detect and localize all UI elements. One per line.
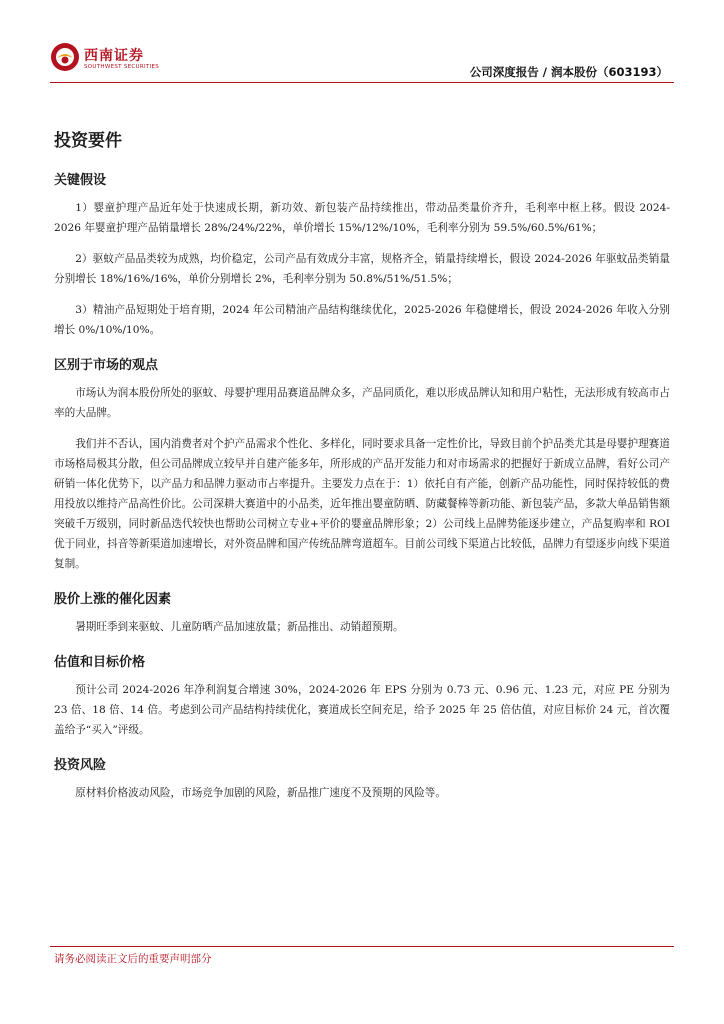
company-logo [50,42,160,78]
section-heading: 估值和目标价格 [54,655,146,670]
paragraph: 原材料价格波动风险，市场竞争加剧的风险，新品推广速度不及预期的风险等。 [75,787,446,799]
paragraph: 2）驱蚊产品品类较为成熟，均价稳定，公司产品有效成分丰富，规格齐全，销量持续增长，假设 2024-2026 年驱蚊品类销量分别增长 18%/16%/16%，单价分别增长 2%，毛利率分别为 50.8%/51%/51.5%； [54,253,670,285]
logo-chinese-name: 西南证券 [84,48,144,64]
section-valuation [54,651,670,740]
header-divider [50,82,674,83]
section-heading: 股价上涨的催化因素 [54,592,172,607]
footer-disclaimer: 请务必阅读正文后的重要声明部分 [54,953,212,965]
footer-divider [50,946,674,947]
section-risks [54,754,670,803]
section-heading: 关键假设 [54,173,107,188]
logo-mark-icon [50,42,80,72]
section-catalysts [54,588,670,637]
section-key-assumptions [54,169,670,340]
section-heading: 区别于市场的观点 [54,358,159,373]
section-heading: 投资风险 [54,758,107,773]
report-breadcrumb: 公司深度报告 / 润本股份（603193） [469,65,668,79]
paragraph: 1）婴童护理产品近年处于快速成长期，新功效、新包装产品持续推出，带动品类量价齐升，毛利率中枢上移。假设 2024-2026 年婴童护理产品销量增长 28%/24%/22%，单价增长 15%/12%/10%，毛利率分别为 59.5%/60.5%/61%； [54,202,670,234]
section-market-view [54,354,670,574]
paragraph: 市场认为润本股份所处的驱蚊、母婴护理用品赛道品牌众多，产品同质化，难以形成品牌认知和用户粘性，无法形成有较高市占率的大品牌。 [54,387,670,419]
paragraph: 暑期旺季到来驱蚊、儿童防晒产品加速放量；新品推出、动销超预期。 [75,621,404,633]
logo-english-name: SOUTHWEST SECURITIES [84,64,160,70]
page-header [0,0,724,90]
paragraph: 3）精油产品短期处于培育期，2024 年公司精油产品结构继续优化，2025-2026 年稳健增长，假设 2024-2026 年收入分别增长 0%/10%/10%。 [54,304,670,336]
page-title: 投资要件 [54,131,122,151]
paragraph: 预计公司 2024-2026 年净利润复合增速 30%，2024-2026 年 EPS 分别为 0.73 元、0.96 元、1.23 元，对应 PE 分别为 23 倍、18 倍、14 倍。考虑到公司产品结构持续优化，赛道成长空间充足，给予 2025 年 25 倍估值，对应目标价 24 元，首次覆盖给予“买入”评级。 [54,684,670,736]
paragraph: 我们并不否认，国内消费者对个护产品需求个性化、多样化，同时要求具备一定性价比，导致目前个护品类尤其是母婴护理赛道市场格局极其分散，但公司品牌成立较早并自建产能多年，所形成的产品开发能力和对市场需求的把握好于新成立品牌，看好公司产研销一体化优势下，以产品力和品牌力驱动市占率提升。主要发力点在于：1）依托自有产能，创新产品功能性，同时保持较低的费用投放以维持产品高性价比。公司深耕大赛道中的小品类，近年推出婴童防晒、防藏餐棒等新功能、新包装产品，多款大单品销售额突破千万级别，同时新品迭代较快也帮助公司树立专业+平价的婴童品牌形象；2）公司线上品牌势能逐步建立，产品复购率和 ROI 优于同业，抖音等新渠道加速增长，对外资品牌和国产传统品牌弯道超车。目前公司线下渠道占比较低，品牌力有望逐步向线下渠道复制。 [54,438,670,570]
report-body [54,126,670,817]
